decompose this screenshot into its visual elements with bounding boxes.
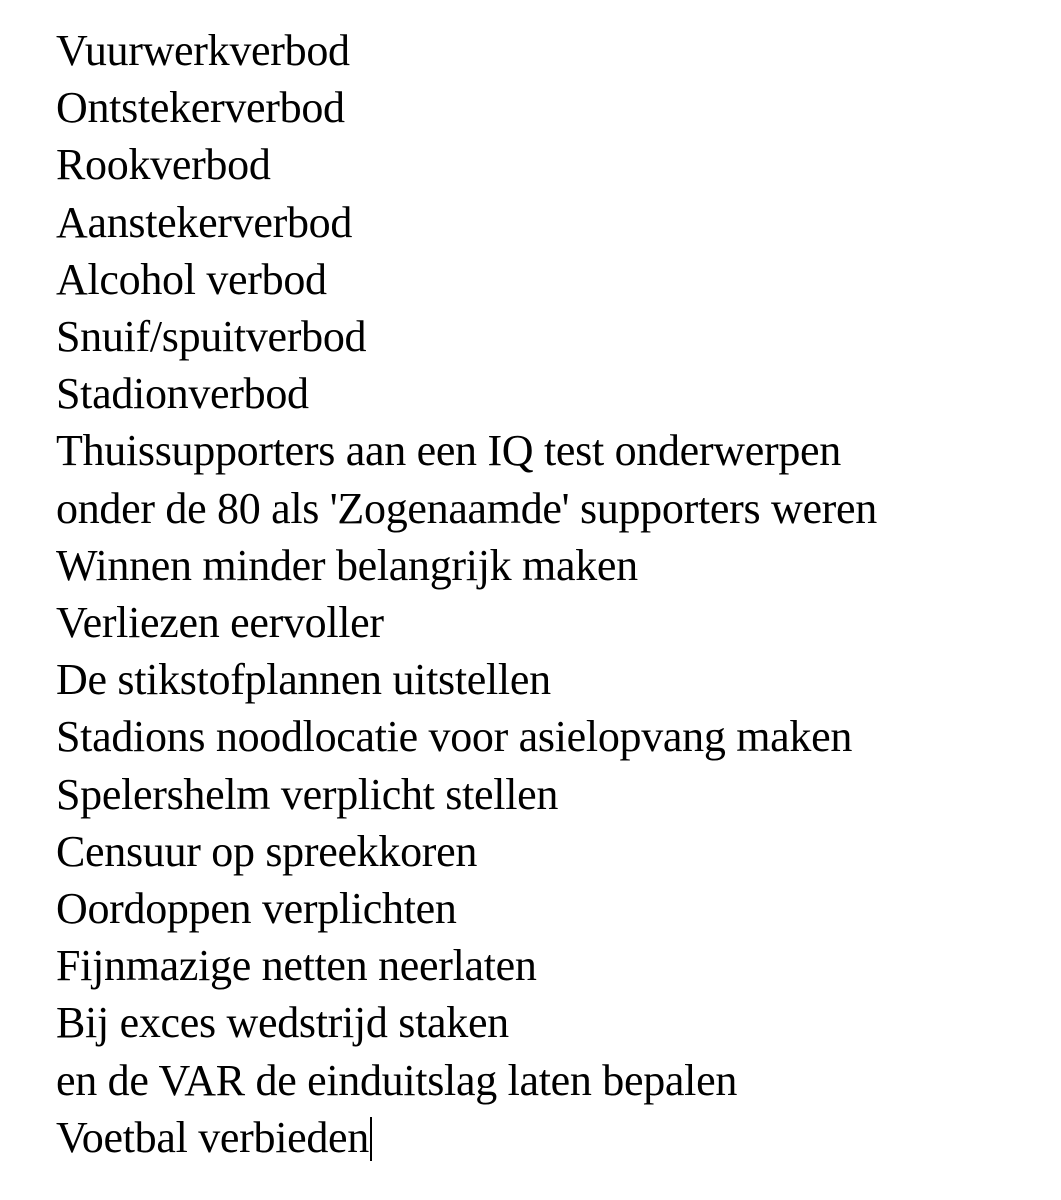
text-line-6: Snuif/spuitverbod <box>56 312 367 362</box>
text-line-14: Spelershelm verplicht stellen <box>56 769 559 819</box>
text-line-9: onder de 80 als 'Zogenaamde' supporters weren <box>56 483 877 533</box>
text-line-7: Stadionverbod <box>56 369 309 419</box>
text-line-4: Aanstekerverbod <box>56 197 353 247</box>
text-line-20 <box>56 1109 1046 1166</box>
text-line-3: Rookverbod <box>56 140 271 190</box>
text-line-12: De stikstofplannen uitstellen <box>56 655 551 705</box>
text-line-10: Winnen minder belangrijk maken <box>56 540 638 590</box>
text-line-1: Vuurwerkverbod <box>56 26 350 75</box>
text-line-5: Alcohol verbod <box>56 254 327 304</box>
text-line-2: Ontstekerverbod <box>56 83 345 133</box>
text-line-13: Stadions noodlocatie voor asielopvang maken <box>56 712 853 762</box>
text-line-16: Oordoppen verplichten <box>56 884 457 934</box>
text-line-11: Verliezen eervoller <box>56 598 384 648</box>
text-line-20-content: Voetbal verbieden <box>56 1112 369 1162</box>
text-line-19: en de VAR de einduitslag laten bepalen <box>56 1055 738 1105</box>
text-line-17: Fijnmazige netten neerlaten <box>56 941 537 991</box>
text-cursor <box>370 1117 372 1161</box>
text-line-8: Thuissupporters aan een IQ test onderwerpen <box>56 426 841 476</box>
text-line-15: Censuur op spreekkoren <box>56 826 478 876</box>
text-document[interactable] <box>56 22 1046 1166</box>
text-line-18: Bij exces wedstrijd staken <box>56 998 509 1048</box>
